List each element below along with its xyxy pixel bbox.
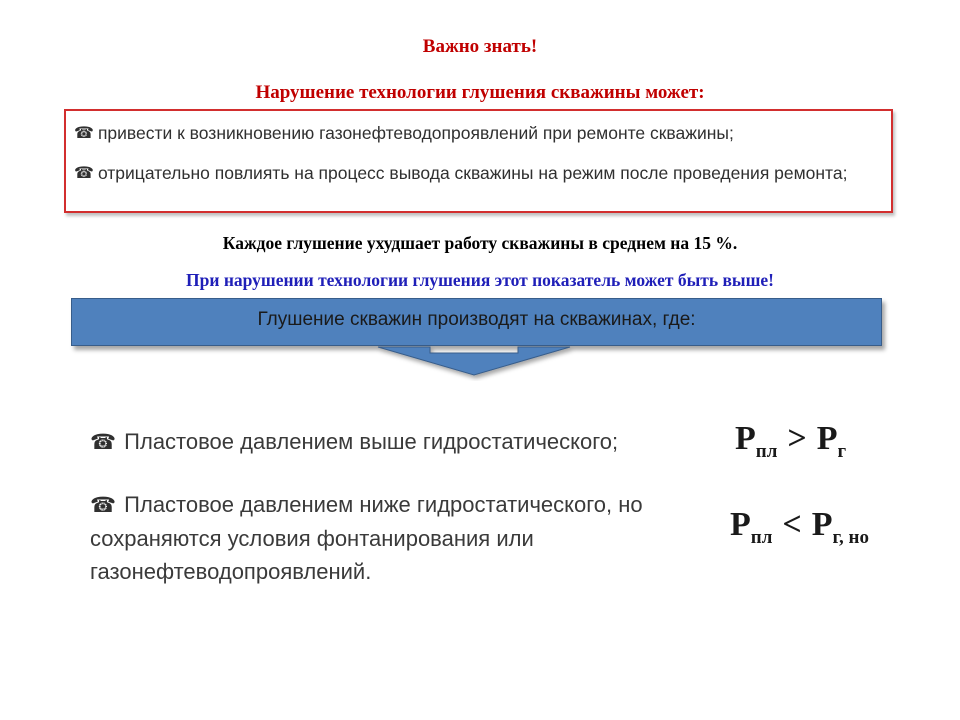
condition-text: Пластовое давлением ниже гидростатического, но сохраняются условия фонтанирования или газонефтеводопроявлений.: [90, 492, 643, 584]
telephone-icon: ☎: [90, 493, 117, 517]
condition-text: Пластовое давлением выше гидростатического;: [124, 429, 619, 454]
conditions-banner: [71, 298, 882, 346]
condition-item: [90, 425, 710, 459]
consequences-box: [64, 109, 893, 213]
formula-symbol: P: [730, 506, 751, 543]
telephone-icon: ☎: [74, 163, 94, 182]
warning-note: При нарушении технологии глушения этот показатель может быть выше!: [186, 270, 774, 290]
formula-subscript: пл: [750, 527, 773, 548]
banner-label: Глушение скважин производят на скважинах, где:: [257, 309, 696, 330]
condition-item: [90, 488, 730, 588]
down-arrow-icon: [370, 345, 590, 381]
consequence-item: [74, 161, 874, 185]
formula-subscript: г: [837, 441, 847, 462]
average-impact-note: Каждое глушение ухудшает работу скважины в среднем на 15 %.: [222, 233, 738, 253]
formula-symbol: P: [816, 420, 838, 457]
formula-subscript: пл: [755, 441, 778, 462]
formula-operator: <: [782, 506, 802, 543]
slide-title: Важно знать!: [422, 36, 538, 57]
consequence-text: привести к возникновению газонефтеводопроявлений при ремонте скважины;: [97, 123, 734, 143]
telephone-icon: ☎: [74, 123, 94, 142]
consequence-item: [74, 121, 734, 145]
telephone-icon: ☎: [90, 430, 117, 454]
formula-operator: >: [787, 420, 807, 457]
formula-symbol: P: [735, 420, 756, 457]
slide-subtitle: Нарушение технологии глушения скважины может:: [255, 82, 705, 103]
formula-subscript: г, но: [832, 527, 869, 548]
pressure-formula-less: [730, 506, 869, 549]
pressure-formula-greater: [735, 420, 846, 463]
formula-symbol: P: [811, 506, 833, 543]
consequence-text: отрицательно повлиять на процесс вывода скважины на режим после проведения ремонта;: [97, 163, 848, 183]
